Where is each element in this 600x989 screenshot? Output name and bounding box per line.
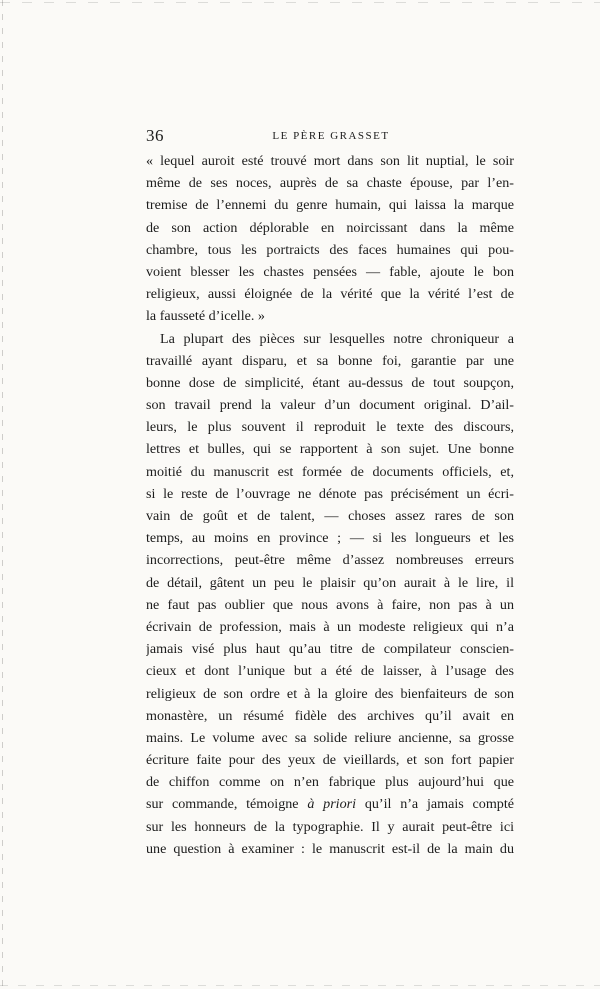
text-line: religieux de son ordre et à la gloire des bienfaiteurs de son — [146, 685, 514, 702]
text-line — [146, 793, 514, 815]
text-line: travaillé ayant disparu, et sa bonne foi, garantie par une — [146, 352, 514, 369]
text-line: mains. Le volume avec sa solide reliure ancienne, sa grosse — [146, 729, 514, 746]
text-fragment: qu’il n’a jamais compté — [356, 796, 514, 813]
text-line: la fausseté d’icelle. » — [146, 308, 265, 325]
paragraph-main — [146, 328, 514, 861]
text-line: de son action déplorable en noircissant dans la même — [146, 219, 514, 236]
text-line: écriture faite pour des yeux de vieillards, et son fort papier — [146, 752, 514, 769]
text-line: lettres et bulles, qui se rapportent à son sujet. Une bonne — [146, 441, 514, 458]
text-line: tremise de l’ennemi du genre humain, qui laissa la marque — [146, 197, 514, 214]
page-header — [146, 126, 516, 148]
text-fragment: sur commande, témoigne — [146, 796, 308, 813]
text-line: religieux, aussi éloignée de la vérité que la vérité l’est de — [146, 286, 514, 303]
text-line: vain de goût et de talent, — choses assez rares de son — [146, 508, 514, 524]
text-line: voient blesser les chastes pensées — fable, ajoute le bon — [146, 263, 514, 280]
text-line: une question à examiner : le manuscrit est-il de la main du — [146, 840, 514, 857]
text-line: La plupart des pièces sur lesquelles notre chroniqueur a — [160, 330, 514, 347]
text-line: si le reste de l’ouvrage ne dénote pas précisément un écri- — [146, 485, 514, 502]
text-line: cieux et dont l’unique but a été de laisser, à l’usage des — [146, 663, 514, 680]
italic-phrase: à priori — [307, 796, 357, 813]
text-line: chambre, tous les portraicts des faces humaines qui pou- — [146, 241, 514, 258]
text-line: jamais visé plus haut qu’au titre de compilateur conscien- — [146, 641, 514, 658]
text-line: leurs, le plus souvent il reproduit le texte des discours, — [146, 419, 514, 436]
text-line: bonne dose de simplicité, étant au-dessus de tout soupçon, — [146, 374, 514, 391]
page-top-edge — [0, 2, 600, 3]
text-line: moitié du manuscrit est formée de documents officiels, et, — [146, 463, 514, 480]
text-line: écrivain de profession, mais à un modeste religieux qui n’a — [146, 618, 514, 635]
page-number: 36 — [146, 126, 164, 145]
text-line: son travail prend la valeur d’un document original. D’ail- — [146, 397, 514, 414]
text-line: ne faut pas oublier que nous avons à faire, non pas à un — [146, 596, 514, 613]
paragraph-quote — [146, 150, 514, 328]
text-line: incorrections, peut-être même d’assez nombreuses erreurs — [146, 552, 514, 569]
text-line: temps, au moins en province ; — si les longueurs et les — [146, 530, 514, 547]
body-text — [146, 150, 514, 860]
page-left-edge — [2, 0, 3, 989]
text-line: de chiffon comme on n’en fabrique plus aujourd’hui que — [146, 774, 514, 791]
text-line: même de ses noces, auprès de sa chaste épouse, par l’en- — [146, 175, 514, 192]
running-head: LE PÈRE GRASSET — [272, 130, 390, 142]
text-line: monastère, un résumé fidèle des archives qu’il avait en — [146, 707, 514, 724]
text-line: « lequel auroit esté trouvé mort dans son lit nuptial, le soir — [146, 153, 514, 169]
text-line: sur les honneurs de la typographie. Il y aurait peut-être ici — [146, 818, 514, 835]
page-bottom-edge — [0, 985, 600, 986]
text-line: de détail, gâtent un peu le plaisir qu’on aurait à le lire, il — [146, 574, 514, 591]
